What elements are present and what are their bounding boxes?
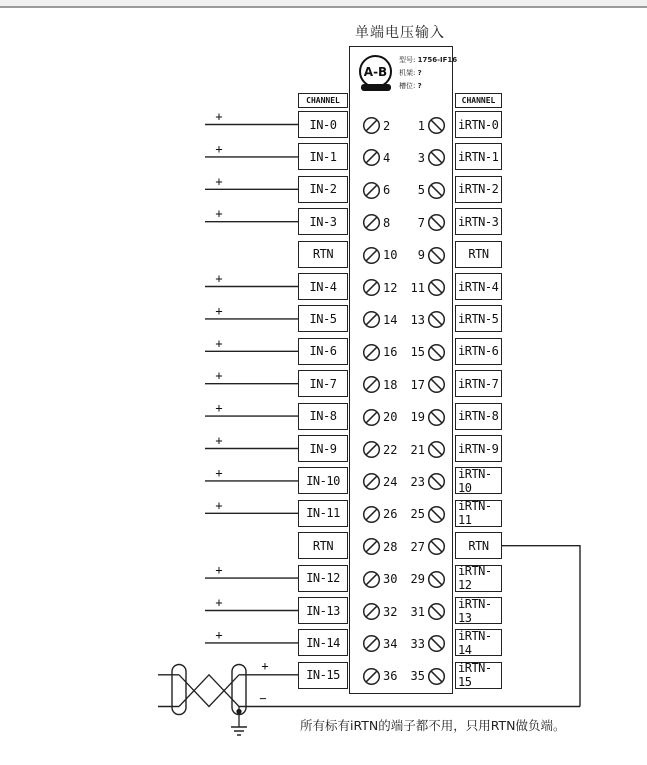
channel-cell-left xyxy=(298,403,348,430)
terminal-left xyxy=(362,440,397,459)
channel-cell-left xyxy=(298,338,348,365)
terminal-number: 10 xyxy=(383,248,398,263)
screw-terminal-left-icon xyxy=(362,537,381,556)
screw-terminal-right-icon xyxy=(427,634,446,653)
channel-cell-left xyxy=(298,241,348,268)
ab-logo-banner xyxy=(361,84,391,91)
channel-cell-right xyxy=(455,532,502,559)
screw-terminal-left-icon xyxy=(362,667,381,686)
channel-cell-left xyxy=(298,662,348,689)
wire-junction-dot xyxy=(236,709,241,714)
terminal-left xyxy=(362,278,397,297)
channel-cell-left xyxy=(298,143,348,170)
channel-label: iRTN-3 xyxy=(458,214,499,229)
channel-cell-right xyxy=(455,629,502,656)
channel-label: RTN xyxy=(312,538,334,553)
channel-cell-left xyxy=(298,467,348,494)
channel-cell-left xyxy=(298,176,348,203)
terminal-right xyxy=(411,310,446,329)
terminal-number: 16 xyxy=(383,345,398,360)
channel-cell-left xyxy=(298,370,348,397)
channel-label: IN-4 xyxy=(309,279,337,294)
terminal-number: 4 xyxy=(383,150,391,165)
channel-cell-right xyxy=(455,565,502,592)
channel-label: IN-3 xyxy=(309,214,337,229)
channel-label: iRTN-5 xyxy=(458,311,499,326)
channel-cell-right xyxy=(455,273,502,300)
terminal-right xyxy=(418,116,446,135)
module-rack-label: 机架: xyxy=(399,69,416,77)
screw-terminal-right-icon xyxy=(427,537,446,556)
channel-label: iRTN-9 xyxy=(458,441,499,456)
plus-sign: + xyxy=(215,563,223,578)
terminal-number: 27 xyxy=(410,539,425,554)
channel-cell-right xyxy=(455,500,502,527)
screw-terminal-left-icon xyxy=(362,472,381,491)
screw-terminal-right-icon xyxy=(427,667,446,686)
screw-terminal-left-icon xyxy=(362,505,381,524)
plus-sign: + xyxy=(261,658,269,673)
channel-cell-left xyxy=(298,500,348,527)
terminal-row xyxy=(351,666,452,686)
channel-label: IN-2 xyxy=(309,182,337,197)
terminal-number: 18 xyxy=(383,377,398,392)
screw-terminal-right-icon xyxy=(427,375,446,394)
plus-sign: + xyxy=(215,303,223,318)
terminal-row xyxy=(351,440,452,460)
terminal-number: 9 xyxy=(417,248,425,263)
terminal-row xyxy=(351,602,452,622)
terminal-number: 34 xyxy=(383,636,398,651)
module-slot-value: ? xyxy=(417,82,422,90)
terminal-left xyxy=(362,181,390,200)
terminal-row xyxy=(351,634,452,654)
channel-label: IN-1 xyxy=(309,149,337,164)
channel-header-left: CHANNEL xyxy=(298,93,348,108)
plus-sign: + xyxy=(215,109,223,124)
terminal-row xyxy=(351,278,452,298)
terminal-number: 36 xyxy=(383,669,398,684)
module-slot-label: 槽位: xyxy=(399,82,416,90)
channel-cell-right xyxy=(455,111,502,138)
module-rack-line xyxy=(399,67,453,80)
channel-label: IN-10 xyxy=(306,473,340,488)
diagram-title: 单端电压输入 xyxy=(355,25,445,41)
channel-label: RTN xyxy=(312,247,334,262)
screw-terminal-left-icon xyxy=(362,570,381,589)
screw-terminal-right-icon xyxy=(427,343,446,362)
terminal-left xyxy=(362,408,397,427)
terminal-row xyxy=(351,116,452,136)
cable-sheath-icon xyxy=(172,665,186,715)
terminal-left xyxy=(362,116,390,135)
terminal-left xyxy=(362,148,390,167)
channel-cell-right xyxy=(455,370,502,397)
terminal-number: 32 xyxy=(383,604,398,619)
channel-label: IN-12 xyxy=(306,571,340,586)
screw-terminal-left-icon xyxy=(362,116,381,135)
terminal-number: 1 xyxy=(417,118,425,133)
terminal-number: 14 xyxy=(383,312,398,327)
screw-terminal-left-icon xyxy=(362,310,381,329)
terminal-row xyxy=(351,245,452,265)
channel-cell-left xyxy=(298,435,348,462)
channel-cell-right xyxy=(455,597,502,624)
terminal-right xyxy=(411,278,446,297)
channel-label: IN-7 xyxy=(309,376,337,391)
terminal-number: 6 xyxy=(383,183,391,198)
terminal-left xyxy=(362,213,390,232)
terminal-number: 12 xyxy=(383,280,398,295)
screw-terminal-right-icon xyxy=(427,505,446,524)
terminal-left xyxy=(362,570,397,589)
channel-cell-left xyxy=(298,208,348,235)
channel-label: iRTN-6 xyxy=(458,344,499,359)
channel-label: IN-11 xyxy=(306,506,340,521)
channel-cell-left xyxy=(298,597,348,624)
module-info xyxy=(399,54,458,93)
terminal-left xyxy=(362,310,397,329)
terminal-number: 7 xyxy=(417,215,425,230)
terminal-number: 13 xyxy=(410,312,425,327)
channel-label: RTN xyxy=(468,247,489,262)
terminal-right xyxy=(411,634,446,653)
terminal-number: 20 xyxy=(383,410,398,425)
terminal-right xyxy=(411,537,446,556)
terminal-number: 25 xyxy=(410,507,425,522)
terminal-right xyxy=(411,408,446,427)
terminal-right xyxy=(411,375,446,394)
channel-cell-left xyxy=(298,111,348,138)
screw-terminal-left-icon xyxy=(362,602,381,621)
plus-sign: + xyxy=(215,465,223,480)
channel-label: IN-9 xyxy=(309,441,337,456)
terminal-number: 17 xyxy=(410,377,425,392)
terminal-row xyxy=(351,472,452,492)
terminal-number: 35 xyxy=(410,669,425,684)
screw-terminal-left-icon xyxy=(362,634,381,653)
screw-terminal-left-icon xyxy=(362,278,381,297)
terminal-row xyxy=(351,569,452,589)
channel-label: iRTN-2 xyxy=(458,182,499,197)
plus-sign: + xyxy=(215,368,223,383)
channel-label: IN-6 xyxy=(309,344,337,359)
screw-terminal-right-icon xyxy=(427,408,446,427)
terminal-row xyxy=(351,375,452,395)
terminal-number: 3 xyxy=(417,150,425,165)
terminal-row xyxy=(351,407,452,427)
terminal-number: 5 xyxy=(417,183,425,198)
terminal-row xyxy=(351,180,452,200)
channel-label: iRTN-14 xyxy=(458,628,492,657)
terminal-left xyxy=(362,537,397,556)
screw-terminal-left-icon xyxy=(362,181,381,200)
screw-terminal-right-icon xyxy=(427,310,446,329)
screw-terminal-right-icon xyxy=(427,116,446,135)
channel-label: IN-0 xyxy=(309,117,337,132)
screw-terminal-right-icon xyxy=(427,148,446,167)
plus-sign: + xyxy=(215,271,223,286)
channel-label: iRTN-11 xyxy=(458,499,492,528)
channel-label: iRTN-13 xyxy=(458,596,492,625)
terminal-row xyxy=(351,310,452,330)
terminal-right xyxy=(418,181,446,200)
terminal-right xyxy=(411,570,446,589)
channel-label: iRTN-1 xyxy=(458,149,499,164)
screw-terminal-right-icon xyxy=(427,278,446,297)
rtn-return-wire xyxy=(502,546,580,707)
terminal-number: 21 xyxy=(410,442,425,457)
plus-sign: + xyxy=(215,595,223,610)
channel-cell-right xyxy=(455,403,502,430)
terminal-number: 26 xyxy=(383,507,398,522)
plus-sign: + xyxy=(215,206,223,221)
module-header xyxy=(350,47,458,94)
terminal-right xyxy=(418,213,446,232)
terminal-number: 31 xyxy=(410,604,425,619)
terminal-number: 29 xyxy=(410,572,425,587)
terminal-row xyxy=(351,537,452,557)
channel-cell-left xyxy=(298,532,348,559)
channel-cell-left xyxy=(298,629,348,656)
screw-terminal-right-icon xyxy=(427,213,446,232)
channel-label: iRTN-15 xyxy=(458,661,492,690)
terminal-number: 24 xyxy=(383,474,398,489)
terminal-row xyxy=(351,213,452,233)
channel-label: iRTN-7 xyxy=(458,376,499,391)
terminal-right xyxy=(411,602,446,621)
channel-label: IN-5 xyxy=(309,311,337,326)
terminal-left xyxy=(362,602,397,621)
terminal-number: 33 xyxy=(410,636,425,651)
screw-terminal-right-icon xyxy=(427,472,446,491)
terminal-left xyxy=(362,505,397,524)
plus-sign: + xyxy=(215,627,223,642)
terminal-right xyxy=(411,505,446,524)
screw-terminal-right-icon xyxy=(427,181,446,200)
terminal-right xyxy=(411,667,446,686)
terminal-number: 19 xyxy=(410,410,425,425)
screw-terminal-left-icon xyxy=(362,246,381,265)
allen-bradley-logo xyxy=(359,55,393,93)
screw-terminal-left-icon xyxy=(362,440,381,459)
terminal-left xyxy=(362,343,397,362)
terminal-number: 30 xyxy=(383,572,398,587)
screw-terminal-left-icon xyxy=(362,148,381,167)
window-top-edge xyxy=(0,0,647,8)
ab-logo-monogram: A-B xyxy=(359,55,392,88)
minus-sign: − xyxy=(259,691,267,706)
terminal-row xyxy=(351,342,452,362)
terminal-right xyxy=(411,343,446,362)
cable-sheath-icon xyxy=(232,665,246,715)
plus-sign: + xyxy=(215,433,223,448)
terminal-number: 2 xyxy=(383,118,391,133)
screw-terminal-right-icon xyxy=(427,246,446,265)
channel-cell-right xyxy=(455,435,502,462)
footnote: 所有标有iRTN的端子都不用，只用RTN做负端。 xyxy=(300,718,566,733)
screw-terminal-right-icon xyxy=(427,440,446,459)
terminal-number: 28 xyxy=(383,539,398,554)
screw-terminal-left-icon xyxy=(362,408,381,427)
terminal-number: 23 xyxy=(410,474,425,489)
screw-terminal-right-icon xyxy=(427,570,446,589)
channel-label: iRTN-8 xyxy=(458,409,499,424)
terminal-block xyxy=(349,46,458,694)
terminal-number: 11 xyxy=(410,280,425,295)
channel-label: RTN xyxy=(468,538,489,553)
plus-sign: + xyxy=(215,141,223,156)
channel-cell-right xyxy=(455,241,502,268)
terminal-left xyxy=(362,472,397,491)
channel-label: IN-13 xyxy=(306,603,340,618)
terminal-left xyxy=(362,375,397,394)
channel-cell-right xyxy=(455,305,502,332)
module-model-value: 1756-IF16 xyxy=(417,56,458,64)
terminal-number: 8 xyxy=(383,215,391,230)
terminal-row xyxy=(351,148,452,168)
channel-cell-left xyxy=(298,305,348,332)
screw-terminal-left-icon xyxy=(362,213,381,232)
channel-cell-right xyxy=(455,143,502,170)
terminal-left xyxy=(362,246,397,265)
terminal-number: 22 xyxy=(383,442,398,457)
twisted-pair-cable-icon xyxy=(179,675,239,707)
channel-cell-right xyxy=(455,338,502,365)
screw-terminal-right-icon xyxy=(427,602,446,621)
channel-label: iRTN-4 xyxy=(458,279,499,294)
channel-label: iRTN-10 xyxy=(458,466,492,495)
plus-sign: + xyxy=(215,336,223,351)
channel-label: IN-15 xyxy=(306,668,340,683)
channel-label: iRTN-0 xyxy=(458,117,499,132)
terminal-number: 15 xyxy=(410,345,425,360)
module-rack-value: ? xyxy=(417,69,422,77)
channel-cell-left xyxy=(298,273,348,300)
screw-terminal-left-icon xyxy=(362,375,381,394)
screw-terminal-left-icon xyxy=(362,343,381,362)
channel-cell-right xyxy=(455,176,502,203)
terminal-right xyxy=(411,472,446,491)
module-slot-line xyxy=(399,80,453,93)
terminal-row xyxy=(351,504,452,524)
module-model-label: 型号: xyxy=(399,56,416,64)
channel-label: IN-8 xyxy=(309,409,337,424)
terminal-left xyxy=(362,667,397,686)
channel-cell-right xyxy=(455,467,502,494)
plus-sign: + xyxy=(215,174,223,189)
terminal-left xyxy=(362,634,397,653)
channel-label: IN-14 xyxy=(306,635,340,650)
twisted-pair-cable-icon xyxy=(179,675,239,707)
plus-sign: + xyxy=(215,498,223,513)
channel-label: iRTN-12 xyxy=(458,564,492,593)
channel-cell-left xyxy=(298,565,348,592)
plus-sign: + xyxy=(215,401,223,416)
terminal-right xyxy=(418,246,446,265)
terminal-right xyxy=(418,148,446,167)
channel-cell-right xyxy=(455,662,502,689)
terminal-right xyxy=(411,440,446,459)
module-model-line xyxy=(399,54,458,67)
channel-cell-right xyxy=(455,208,502,235)
channel-header-right: CHANNEL xyxy=(455,93,502,108)
